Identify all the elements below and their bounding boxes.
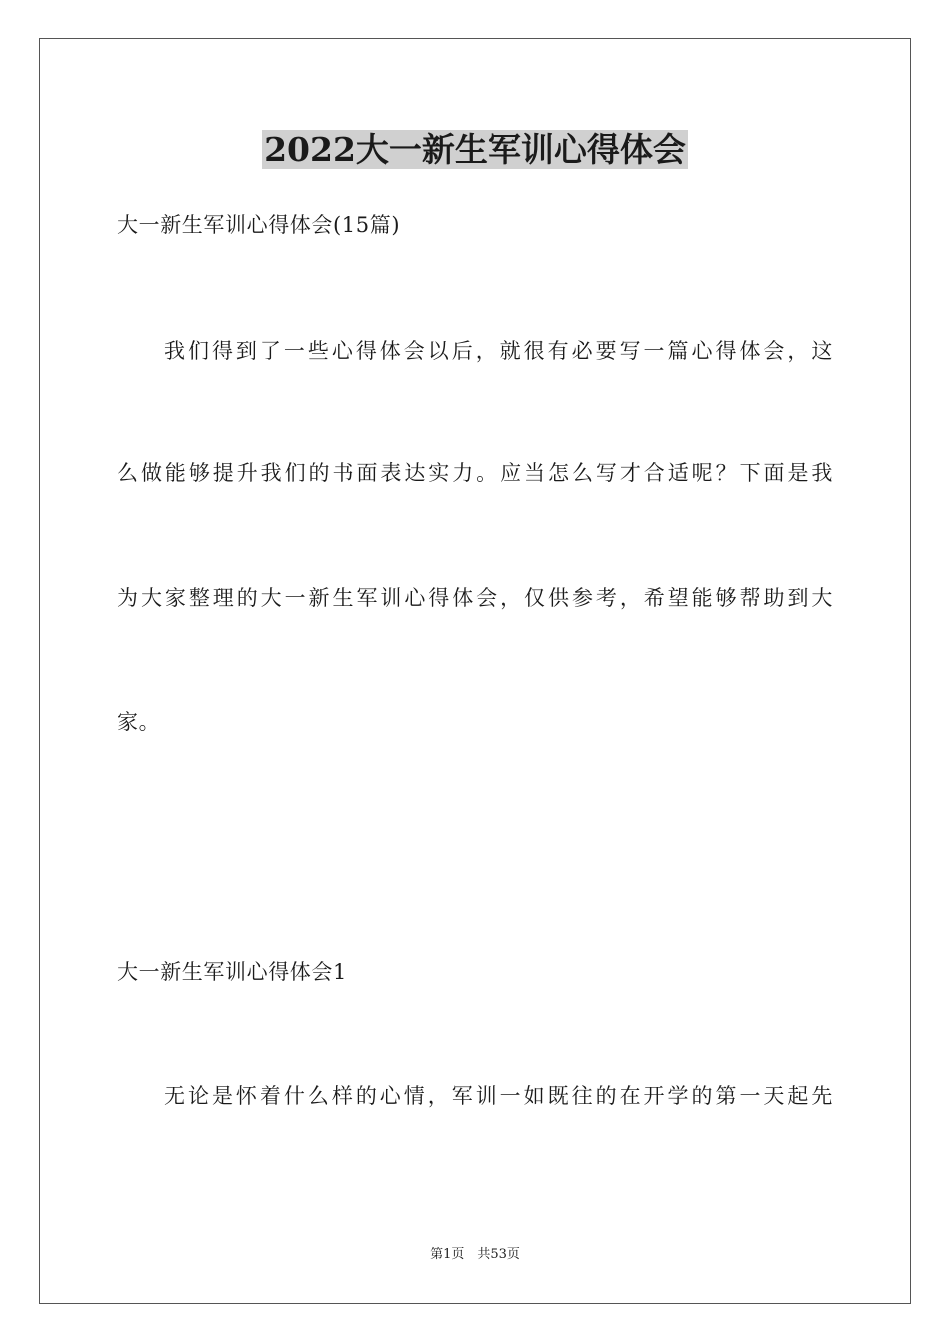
section-heading: 大一新生军训心得体会1 bbox=[117, 960, 347, 984]
paragraph-line: 我们得到了一些心得体会以后，就很有必要写一篇心得体会，这 bbox=[164, 339, 833, 363]
page-footer: 第1页 共53页 bbox=[430, 1247, 520, 1262]
paragraph-line: 么做能够提升我们的书面表达实力。应当怎么写才合适呢？下面是我 bbox=[117, 461, 833, 485]
paragraph-line: 无论是怀着什么样的心情，军训一如既往的在开学的第一天起先 bbox=[164, 1084, 833, 1108]
document-title bbox=[0, 128, 950, 172]
document-title-text: 2022大一新生军训心得体会 bbox=[264, 130, 686, 169]
paragraph-line: 为大家整理的大一新生军训心得体会，仅供参考，希望能够帮助到大 bbox=[117, 586, 833, 610]
document-subtitle: 大一新生军训心得体会(15篇) bbox=[117, 213, 401, 237]
paragraph-line: 家。 bbox=[117, 710, 161, 734]
